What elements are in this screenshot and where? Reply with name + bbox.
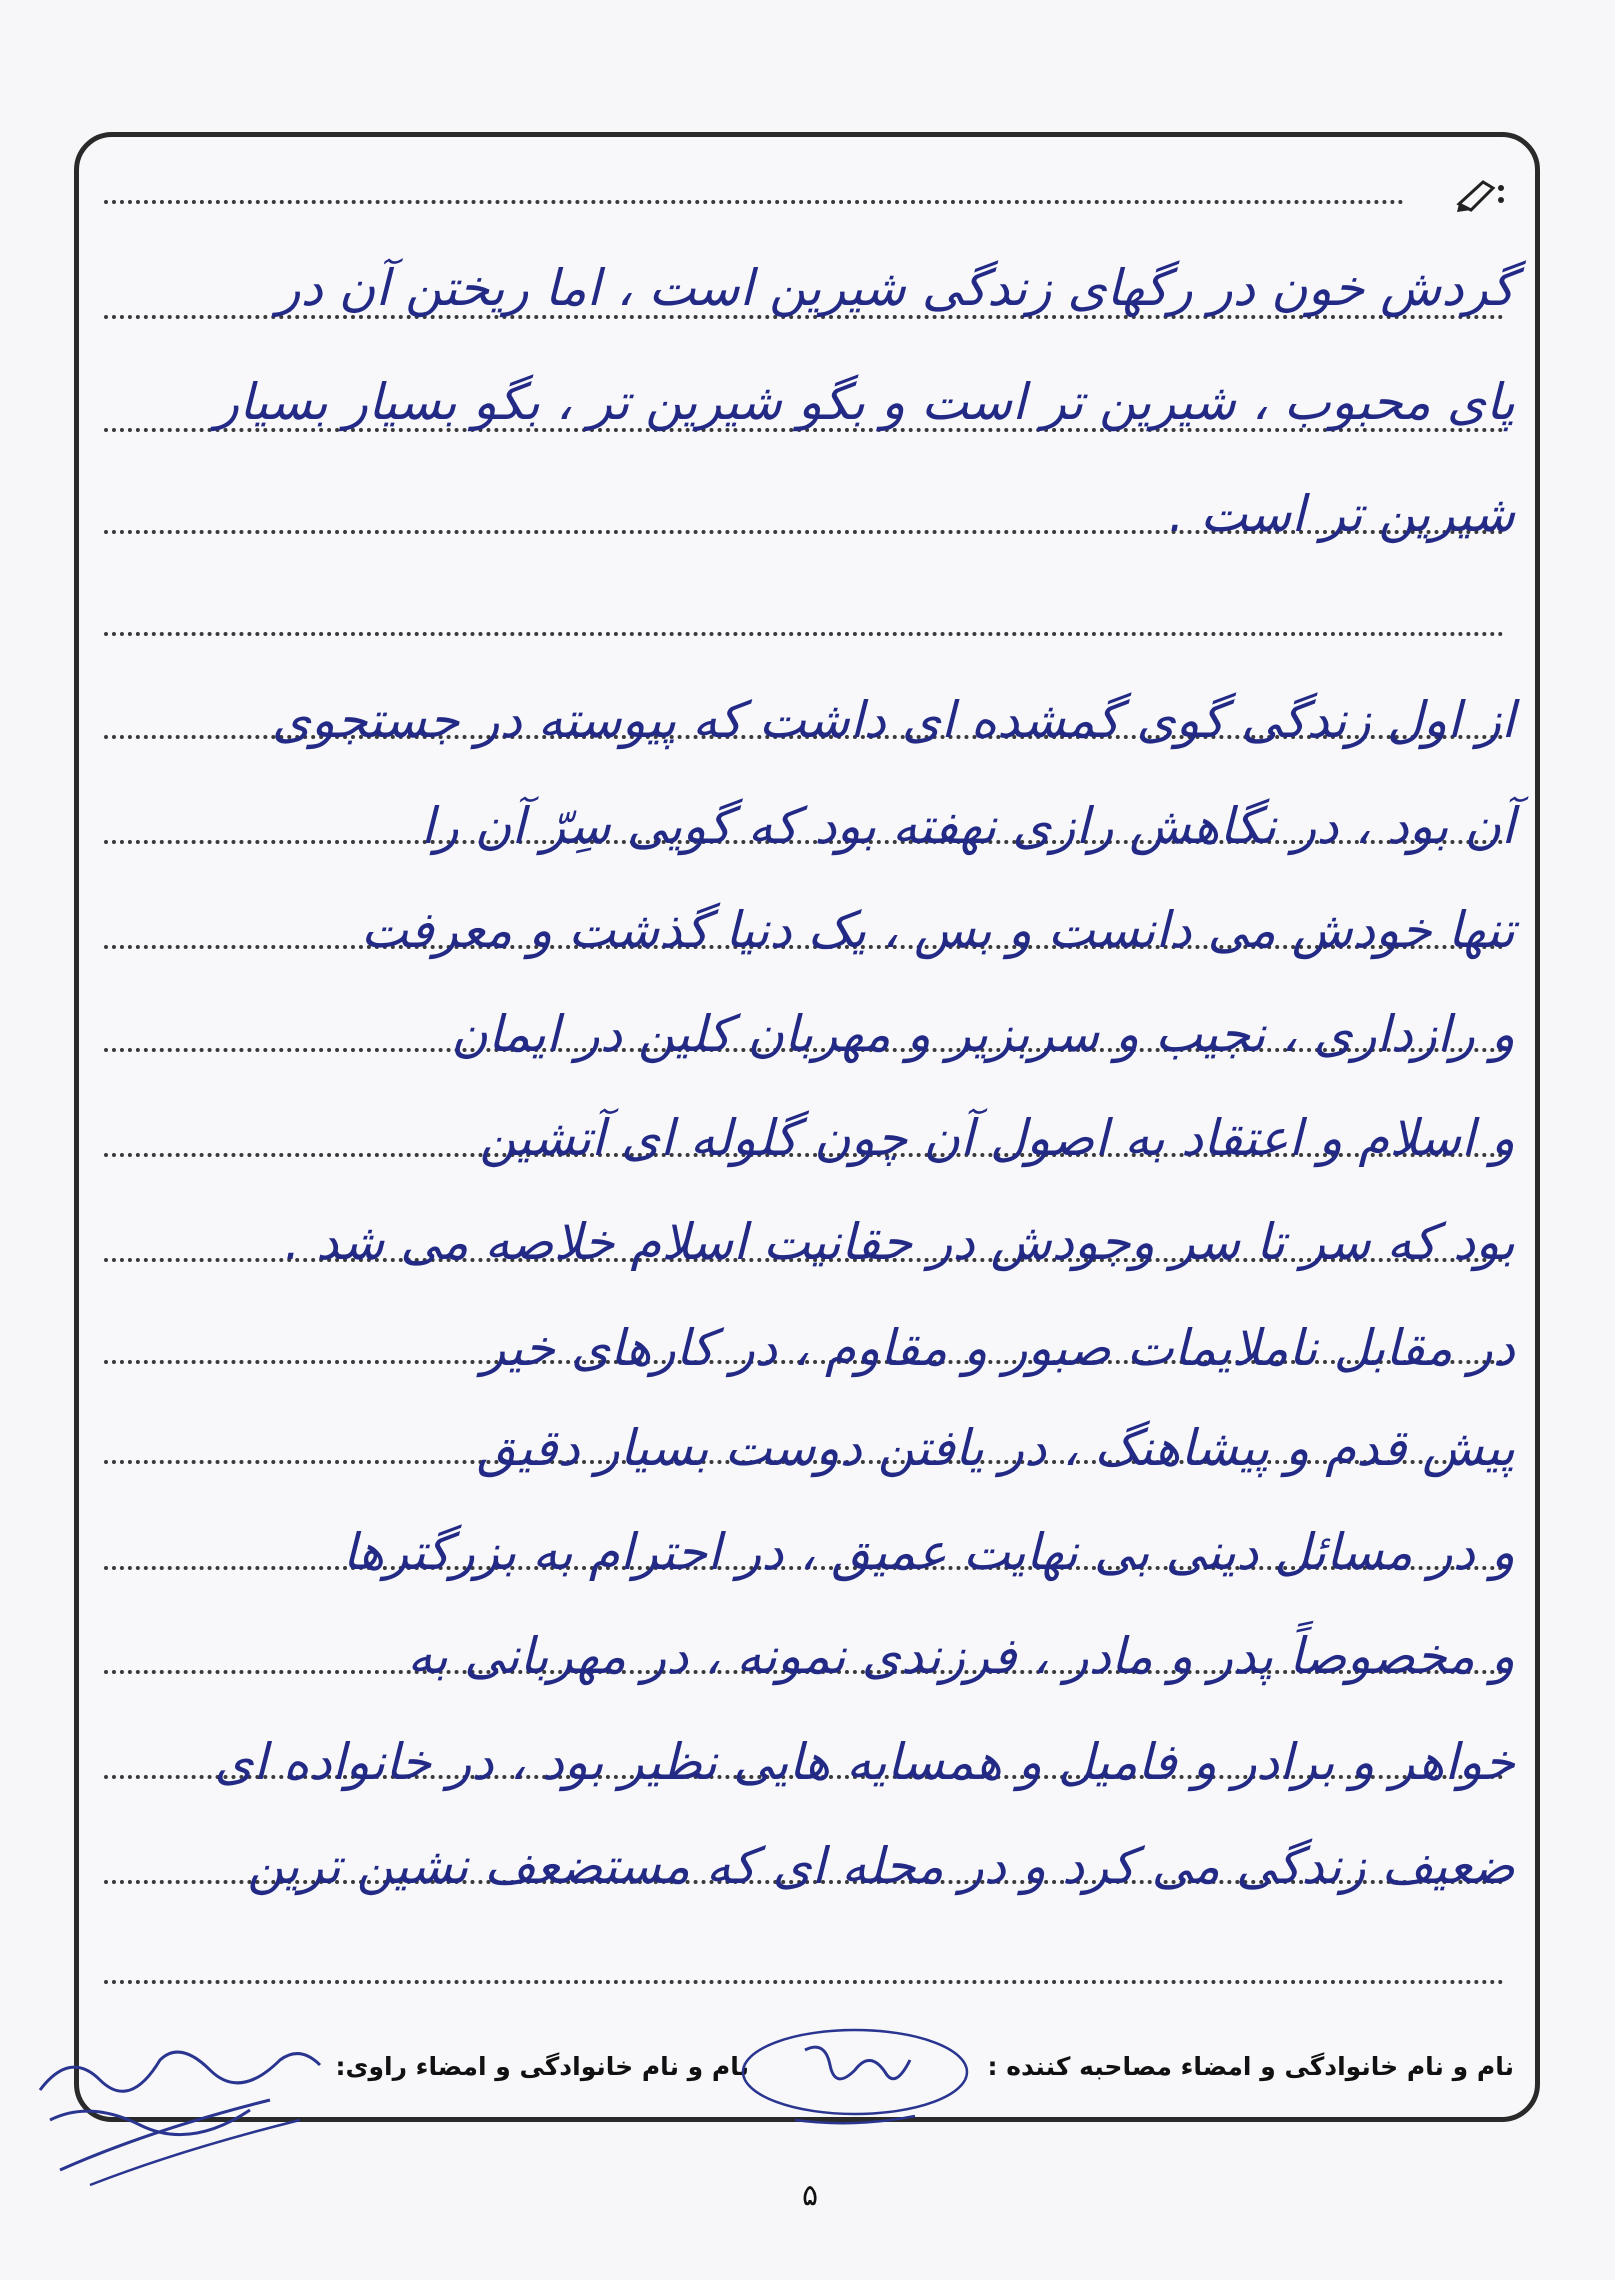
ruled-line	[104, 1980, 1504, 1984]
handwritten-line: شیرین تر است .	[1168, 485, 1515, 543]
handwritten-line: پیش قدم و پیشاهنگ ، در یافتن دوست بسیار دقیق	[476, 1419, 1515, 1477]
interviewer-signature	[735, 2010, 975, 2140]
page-number: ۵	[801, 2178, 819, 2213]
handwritten-line: پای محبوب ، شیرین تر است و بگو شیرین تر ، بگو بسیار بسیار	[214, 373, 1515, 431]
handwritten-line: و در مسائل دینی بی نهایت عمیق ، در احترام به بزرگترها	[342, 1523, 1515, 1581]
handwritten-line: و رازداری ، نجیب و سربزیر و مهربان کلین در ایمان	[451, 1005, 1515, 1063]
handwritten-line: گردش خون در رگهای زندگی شیرین است ، اما ریختن آن در	[276, 259, 1515, 317]
narrator-signature-label: نام و نام خانوادگی و امضاء راوی:	[335, 2052, 749, 2081]
handwritten-line: در مقابل ناملایمات صبور و مقاوم ، در کارهای خیر	[481, 1319, 1515, 1377]
ruled-line	[104, 632, 1504, 636]
ruled-line	[104, 200, 1404, 204]
interviewer-signature-label: نام و نام خانوادگی و امضاء مصاحبه کننده :	[987, 2052, 1514, 2081]
handwritten-line: خواهر و برادر و فامیل و همسایه هایی نظیر بود ، در خانواده ای	[214, 1733, 1515, 1791]
handwritten-line: و اسلام و اعتقاد به اصول آن چون گلوله ای آتشین	[479, 1109, 1515, 1167]
handwritten-line: بود که سر تا سر وجودش در حقانیت اسلام خلاصه می شد .	[284, 1213, 1515, 1271]
handwritten-line: ضعیف زندگی می کرد و در محله ای که مستضعف نشین ترین	[247, 1837, 1515, 1895]
pen-icon	[1453, 174, 1507, 214]
handwritten-line: و مخصوصاً پدر و مادر ، فرزندی نمونه ، در مهربانی به	[407, 1627, 1515, 1685]
narrator-signature	[30, 2030, 330, 2190]
handwritten-line: از اول زندگی گوی گمشده ای داشت که پیوسته در جستجوی	[271, 691, 1515, 749]
handwritten-line: آن بود ، در نگاهش رازی نهفته بود که گویی سِرّ آن را	[420, 797, 1515, 855]
handwritten-line: تنها خودش می دانست و بس ، یک دنیا گذشت و معرفت	[360, 901, 1515, 959]
